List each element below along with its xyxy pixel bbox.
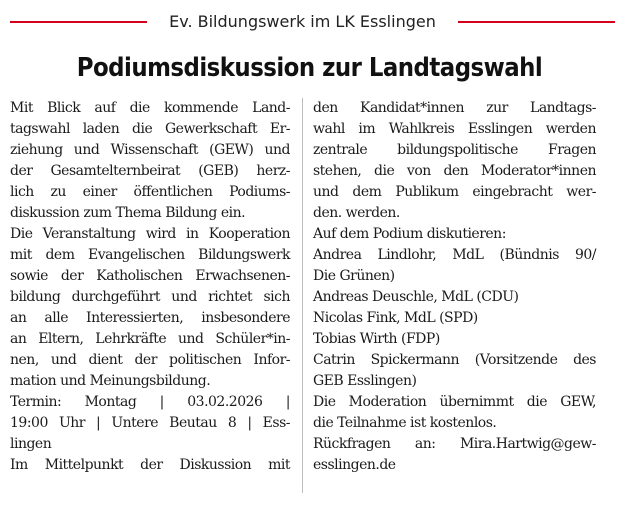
text-line: 19:00 Uhr | Untere Beutau 8 | Ess-: [10, 415, 290, 431]
text-line: Auf dem Podium diskutieren:: [313, 226, 506, 242]
kicker-rule-left: [10, 21, 147, 23]
kicker-bar: [0, 8, 619, 36]
text-line: an alle Interessierten, insbesondere: [10, 310, 290, 326]
text-line: den. werden.: [313, 205, 400, 221]
text-line: Die Grünen): [313, 268, 395, 284]
kicker-label: Ev. Bildungswerk im LK Esslingen: [169, 12, 436, 31]
text-line: Andrea Lindlohr, MdL (Bündnis 90/: [313, 247, 596, 263]
text-line: Rückfragen an: Mira.Hartwig@gew-: [313, 436, 596, 452]
text-line: Catrin Spickermann (Vorsitzende des: [313, 352, 596, 368]
text-line: Tobias Wirth (FDP): [313, 331, 440, 347]
text-line: mit dem Evangelischen Bildungswerk: [10, 247, 290, 263]
headline: Podiumsdiskussion zur Landtagswahl: [76, 53, 543, 83]
text-line: Termin: Montag | 03.02.2026 |: [10, 394, 290, 410]
text-line: bildung durchgeführt und richtet sich: [10, 289, 290, 305]
text-line: Mit Blick auf die kommende Land-: [10, 100, 290, 116]
text-line: an Eltern, Lehrkräfte und Schüler*in-: [10, 331, 290, 347]
text-line: nen, und dient der politischen Infor-: [10, 352, 290, 368]
text-line: den Kandidat*innen zur Landtags-: [313, 100, 596, 116]
text-line: stehen, die von den Moderator*innen: [313, 163, 596, 179]
text-line: und dem Publikum eingebracht wer-: [313, 184, 596, 200]
text-line: Im Mittelpunkt der Diskussion mit: [10, 457, 290, 473]
text-line: diskussion zum Thema Bildung ein.: [10, 205, 246, 221]
text-line: Die Veranstaltung wird in Kooperation: [10, 226, 290, 242]
text-line: der Gesamtelternbeirat (GEB) herz-: [10, 163, 290, 179]
kicker-rule-right: [458, 21, 615, 23]
text-line: mation und Meinungsbildung.: [10, 373, 211, 389]
text-line: die Teilnahme ist kostenlos.: [313, 415, 497, 431]
text-line: ziehung und Wissenschaft (GEW) und: [10, 142, 290, 158]
text-line: esslingen.de: [313, 457, 396, 473]
text-line: tagswahl laden die Gewerkschaft Er-: [10, 121, 290, 137]
column-divider: [302, 98, 303, 493]
text-line: zentrale bildungspolitische Fragen: [313, 142, 596, 158]
text-line: Die Moderation übernimmt die GEW,: [313, 394, 596, 410]
text-line: Andreas Deuschle, MdL (CDU): [313, 289, 519, 305]
text-line: GEB Esslingen): [313, 373, 417, 389]
text-line: Nicolas Fink, MdL (SPD): [313, 310, 478, 326]
text-line: wahl im Wahlkreis Esslingen werden: [313, 121, 596, 137]
text-line: sowie der Katholischen Erwachsenen-: [10, 268, 290, 284]
text-line: lingen: [10, 436, 52, 452]
article-column-left: [10, 98, 290, 476]
article-column-right: [313, 98, 596, 476]
text-line: lich zu einer öffentlichen Podiums-: [10, 184, 290, 200]
